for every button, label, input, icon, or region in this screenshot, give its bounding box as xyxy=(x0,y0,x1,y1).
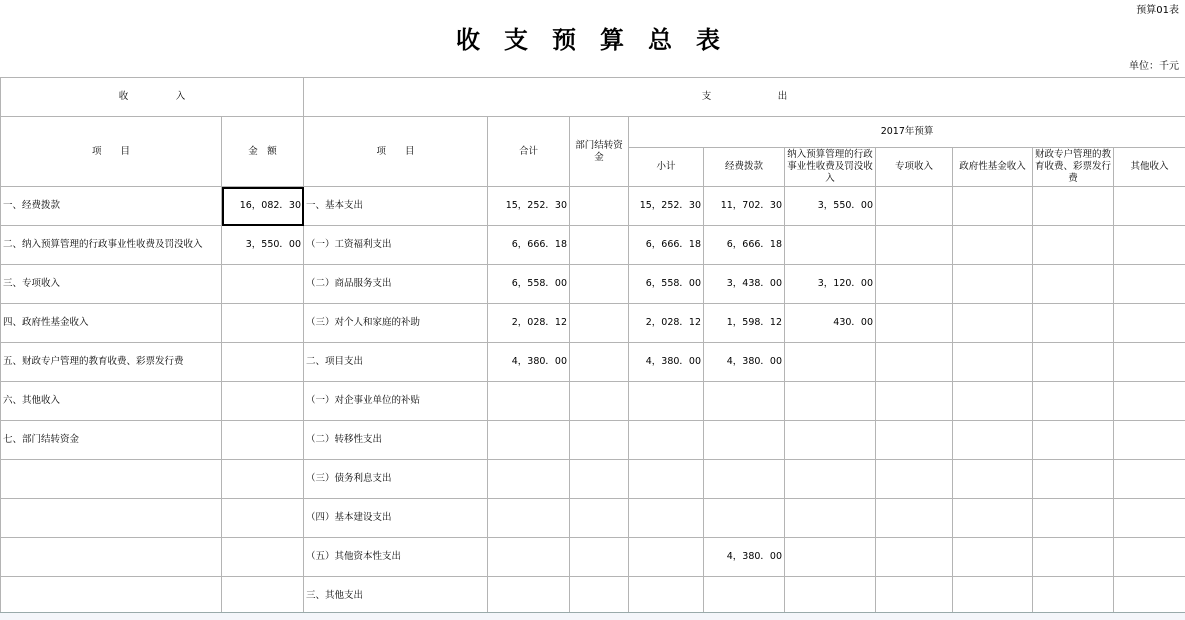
special-income-cell[interactable] xyxy=(876,538,953,577)
special-income-cell[interactable] xyxy=(876,265,953,304)
unit-label: 单位：千元 xyxy=(1129,57,1179,72)
carryover-cell[interactable] xyxy=(570,226,629,265)
income-amount-cell[interactable] xyxy=(222,577,304,616)
total-cell[interactable] xyxy=(488,382,570,421)
form-code: 预算01表 xyxy=(1136,1,1179,16)
income-item-cell[interactable]: 四、政府性基金收入 xyxy=(1,304,222,343)
admin-fees-header: 纳入预算管理的行政事业性收费及罚没收入 xyxy=(785,148,876,187)
carryover-cell[interactable] xyxy=(570,421,629,460)
budget-table xyxy=(0,77,1185,616)
page-title: 收支预算总表 xyxy=(0,20,1185,55)
income-amount-cell[interactable] xyxy=(222,382,304,421)
gov-fund-cell[interactable] xyxy=(953,382,1033,421)
other-income-cell[interactable] xyxy=(1114,538,1185,577)
gov-fund-cell[interactable] xyxy=(953,499,1033,538)
table-row xyxy=(1,421,1185,460)
special-income-cell[interactable] xyxy=(876,343,953,382)
income-amount-cell[interactable] xyxy=(222,343,304,382)
subtotal-cell[interactable] xyxy=(629,538,704,577)
expense-item-cell[interactable]: （三）债务利息支出 xyxy=(304,460,488,499)
total-cell[interactable]: 15，252．30 xyxy=(488,187,570,226)
expense-item-cell[interactable]: 三、其他支出 xyxy=(304,577,488,616)
subtotal-cell[interactable]: 15，252．30 xyxy=(629,187,704,226)
fiscal-special-header: 财政专户管理的教育收费、彩票发行费 xyxy=(1033,148,1114,187)
total-cell[interactable] xyxy=(488,421,570,460)
total-header: 合计 xyxy=(488,117,570,187)
income-amount-cell[interactable] xyxy=(222,265,304,304)
income-item-cell[interactable] xyxy=(1,538,222,577)
expense-item-cell[interactable]: （一）工资福利支出 xyxy=(304,226,488,265)
fiscal-special-cell[interactable] xyxy=(1033,421,1114,460)
admin-fees-cell[interactable] xyxy=(785,538,876,577)
carryover-cell[interactable] xyxy=(570,538,629,577)
appropriation-header: 经费拨款 xyxy=(704,148,785,187)
other-income-cell[interactable] xyxy=(1114,187,1185,226)
admin-fees-cell[interactable]: 430．00 xyxy=(785,304,876,343)
expense-item-cell[interactable]: （四）基本建设支出 xyxy=(304,499,488,538)
other-income-cell[interactable] xyxy=(1114,577,1185,616)
income-header: 收 入 xyxy=(1,78,304,117)
income-item-cell[interactable]: 七、部门结转资金 xyxy=(1,421,222,460)
gov-fund-cell[interactable] xyxy=(953,304,1033,343)
subtotal-header: 小计 xyxy=(629,148,704,187)
table-row xyxy=(1,343,1185,382)
appropriation-cell[interactable] xyxy=(704,577,785,616)
other-income-cell[interactable] xyxy=(1114,421,1185,460)
expense-item-header: 项 目 xyxy=(304,117,488,187)
admin-fees-cell[interactable] xyxy=(785,421,876,460)
appropriation-cell[interactable]: 4，380．00 xyxy=(704,343,785,382)
gov-fund-header: 政府性基金收入 xyxy=(953,148,1033,187)
total-cell[interactable] xyxy=(488,538,570,577)
other-income-header: 其他收入 xyxy=(1114,148,1185,187)
carryover-cell[interactable] xyxy=(570,343,629,382)
income-item-cell[interactable]: 五、财政专户管理的教育收费、彩票发行费 xyxy=(1,343,222,382)
special-income-cell[interactable] xyxy=(876,460,953,499)
carryover-cell[interactable] xyxy=(570,187,629,226)
expense-item-cell[interactable]: 一、基本支出 xyxy=(304,187,488,226)
appropriation-cell[interactable]: 4，380．00 xyxy=(704,538,785,577)
carryover-cell[interactable] xyxy=(570,499,629,538)
expense-item-cell[interactable]: （三）对个人和家庭的补助 xyxy=(304,304,488,343)
other-income-cell[interactable] xyxy=(1114,304,1185,343)
appropriation-cell[interactable] xyxy=(704,460,785,499)
expense-item-cell[interactable]: （二）商品服务支出 xyxy=(304,265,488,304)
carryover-header: 部门结转资金 xyxy=(570,117,629,187)
carryover-cell[interactable] xyxy=(570,382,629,421)
income-item-cell[interactable] xyxy=(1,577,222,616)
other-income-cell[interactable] xyxy=(1114,265,1185,304)
other-income-cell[interactable] xyxy=(1114,226,1185,265)
table-row xyxy=(1,187,1185,226)
admin-fees-cell[interactable] xyxy=(785,343,876,382)
total-cell[interactable] xyxy=(488,577,570,616)
table-row xyxy=(1,460,1185,499)
table-row xyxy=(1,265,1185,304)
income-item-cell[interactable]: 三、专项收入 xyxy=(1,265,222,304)
admin-fees-cell[interactable]: 3，120．00 xyxy=(785,265,876,304)
gov-fund-cell[interactable] xyxy=(953,577,1033,616)
carryover-cell[interactable] xyxy=(570,304,629,343)
fiscal-special-cell[interactable] xyxy=(1033,265,1114,304)
subtotal-cell[interactable] xyxy=(629,460,704,499)
fiscal-special-cell[interactable] xyxy=(1033,538,1114,577)
admin-fees-cell[interactable] xyxy=(785,577,876,616)
admin-fees-cell[interactable] xyxy=(785,382,876,421)
table-row xyxy=(1,538,1185,577)
gov-fund-cell[interactable] xyxy=(953,265,1033,304)
expense-item-cell[interactable]: （五）其他资本性支出 xyxy=(304,538,488,577)
income-item-cell[interactable] xyxy=(1,460,222,499)
appropriation-cell[interactable]: 1，598．12 xyxy=(704,304,785,343)
total-cell[interactable] xyxy=(488,460,570,499)
subtotal-cell[interactable]: 6，666．18 xyxy=(629,226,704,265)
total-cell[interactable]: 2，028．12 xyxy=(488,304,570,343)
income-item-cell[interactable]: 二、纳入预算管理的行政事业性收费及罚没收入 xyxy=(1,226,222,265)
table-row xyxy=(1,382,1185,421)
income-item-cell[interactable]: 一、经费拨款 xyxy=(1,187,222,226)
table-row xyxy=(1,499,1185,538)
other-income-cell[interactable] xyxy=(1114,499,1185,538)
fiscal-special-cell[interactable] xyxy=(1033,187,1114,226)
fiscal-special-cell[interactable] xyxy=(1033,343,1114,382)
income-amount-cell[interactable] xyxy=(222,460,304,499)
admin-fees-cell[interactable] xyxy=(785,226,876,265)
subtotal-cell[interactable] xyxy=(629,499,704,538)
carryover-cell[interactable] xyxy=(570,577,629,616)
total-cell[interactable]: 6，558．00 xyxy=(488,265,570,304)
income-amount-header: 金 额 xyxy=(222,117,304,187)
other-income-cell[interactable] xyxy=(1114,343,1185,382)
income-amount-cell[interactable]: 3，550．00 xyxy=(222,226,304,265)
income-item-header: 项 目 xyxy=(1,117,222,187)
appropriation-cell[interactable] xyxy=(704,499,785,538)
subtotal-cell[interactable] xyxy=(629,421,704,460)
table-row xyxy=(1,226,1185,265)
special-income-cell[interactable] xyxy=(876,382,953,421)
appropriation-cell[interactable]: 6，666．18 xyxy=(704,226,785,265)
carryover-cell[interactable] xyxy=(570,265,629,304)
gov-fund-cell[interactable] xyxy=(953,460,1033,499)
subtotal-cell[interactable] xyxy=(629,577,704,616)
income-item-cell[interactable]: 六、其他收入 xyxy=(1,382,222,421)
gov-fund-cell[interactable] xyxy=(953,187,1033,226)
gov-fund-cell[interactable] xyxy=(953,343,1033,382)
appropriation-cell[interactable] xyxy=(704,421,785,460)
income-item-cell[interactable] xyxy=(1,499,222,538)
gov-fund-cell[interactable] xyxy=(953,226,1033,265)
appropriation-cell[interactable] xyxy=(704,382,785,421)
gov-fund-cell[interactable] xyxy=(953,538,1033,577)
fiscal-special-cell[interactable] xyxy=(1033,226,1114,265)
subtotal-cell[interactable]: 4，380．00 xyxy=(629,343,704,382)
expense-item-cell[interactable]: （一）对企事业单位的补贴 xyxy=(304,382,488,421)
special-income-cell[interactable] xyxy=(876,226,953,265)
special-income-cell[interactable] xyxy=(876,421,953,460)
total-cell[interactable]: 4，380．00 xyxy=(488,343,570,382)
other-income-cell[interactable] xyxy=(1114,460,1185,499)
subtotal-cell[interactable] xyxy=(629,382,704,421)
expense-header: 支 出 xyxy=(304,78,1185,117)
special-income-cell[interactable] xyxy=(876,499,953,538)
income-amount-cell[interactable] xyxy=(222,499,304,538)
special-income-cell[interactable] xyxy=(876,304,953,343)
fiscal-special-cell[interactable] xyxy=(1033,577,1114,616)
income-amount-cell[interactable] xyxy=(222,304,304,343)
fiscal-special-cell[interactable] xyxy=(1033,499,1114,538)
gov-fund-cell[interactable] xyxy=(953,421,1033,460)
fiscal-special-cell[interactable] xyxy=(1033,460,1114,499)
fiscal-special-cell[interactable] xyxy=(1033,382,1114,421)
fiscal-special-cell[interactable] xyxy=(1033,304,1114,343)
appropriation-cell[interactable]: 3，438．00 xyxy=(704,265,785,304)
special-income-header: 专项收入 xyxy=(876,148,953,187)
admin-fees-cell[interactable]: 3，550．00 xyxy=(785,187,876,226)
income-amount-cell[interactable]: 16，082．30 xyxy=(222,187,304,226)
carryover-cell[interactable] xyxy=(570,460,629,499)
special-income-cell[interactable] xyxy=(876,187,953,226)
admin-fees-cell[interactable] xyxy=(785,499,876,538)
income-amount-cell[interactable] xyxy=(222,421,304,460)
income-amount-cell[interactable] xyxy=(222,538,304,577)
expense-item-cell[interactable]: 二、项目支出 xyxy=(304,343,488,382)
other-income-cell[interactable] xyxy=(1114,382,1185,421)
appropriation-cell[interactable]: 11，702．30 xyxy=(704,187,785,226)
table-row xyxy=(1,577,1185,616)
total-cell[interactable] xyxy=(488,499,570,538)
total-cell[interactable]: 6，666．18 xyxy=(488,226,570,265)
budget-group-header: 2017年预算 xyxy=(629,117,1185,148)
subtotal-cell[interactable]: 2，028．12 xyxy=(629,304,704,343)
admin-fees-cell[interactable] xyxy=(785,460,876,499)
subtotal-cell[interactable]: 6，558．00 xyxy=(629,265,704,304)
expense-item-cell[interactable]: （二）转移性支出 xyxy=(304,421,488,460)
special-income-cell[interactable] xyxy=(876,577,953,616)
table-row xyxy=(1,304,1185,343)
